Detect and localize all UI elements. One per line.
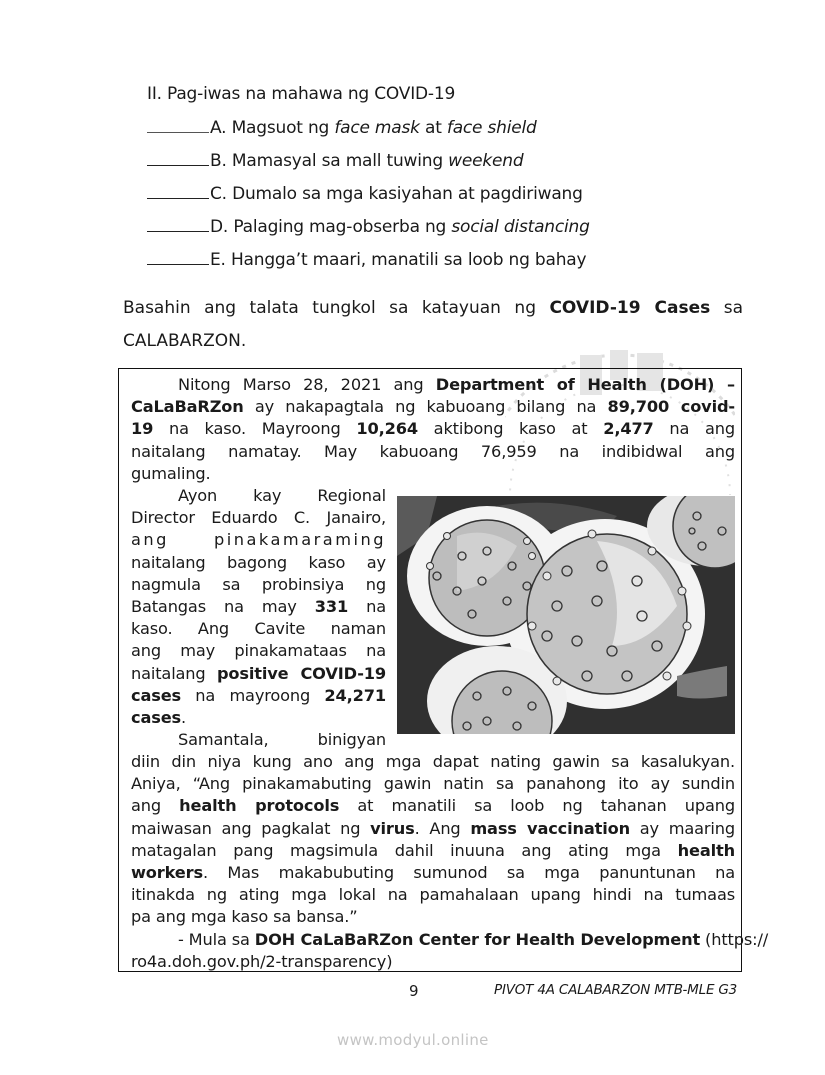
article-paragraph-2: Ayon kay Regional Director Eduardo C. Janairo, ang pinakamaraming naitalang bagong kaso ay nagmula sa probinsiya ng Batangas na may 331 na kaso. Ang Cavite naman ang may pinakamataas na naitalang positive COVID-19 cases na mayroong 24,271 cases. Samantala, binigyan bbox=[131, 486, 386, 750]
site-watermark: www.modyul.online bbox=[337, 1031, 489, 1049]
answer-blank[interactable] bbox=[147, 151, 209, 166]
section-title: II. Pag-iwas na mahawa ng COVID-19 bbox=[147, 84, 456, 104]
question-item-a: A. Magsuot ng face mask at face shield bbox=[147, 118, 537, 138]
article-paragraph-3: diin din niya kung ano ang mga dapat nating gawin sa kasalukyan. Aniya, “Ang pinakamabuting gawin natin sa panahong ito ay sundin ang health protocols at manatili sa loob ng tahanan upang maiwasan ang pagkalat ng virus. Ang mass vaccination ay maaring matagalan pang magsimula dahil inuuna ang ating mga health workers. Mas makabubuting sumunod sa mga panuntunan na itinakda ng ating mga lokal na pamahalaan upang hindi na tumaas pa ang mga kaso sa bansa.” bbox=[131, 752, 735, 927]
source-link[interactable]: (https:// bbox=[700, 930, 769, 949]
answer-blank[interactable] bbox=[147, 250, 209, 265]
page-number: 9 bbox=[409, 982, 419, 1000]
article-source: - Mula sa DOH CaLaBaRZon Center for Health Development (https:// ro4a.doh.gov.ph/2-transparency) bbox=[131, 929, 735, 973]
question-item-b: B. Mamasyal sa mall tuwing weekend bbox=[147, 151, 523, 171]
reading-instruction: Basahin ang talata tungkol sa katayuan ng COVID-19 Cases sa CALABARZON. bbox=[123, 298, 743, 351]
virus-illustration-icon bbox=[397, 496, 735, 734]
question-item-e: E. Hangga’t maari, manatili sa loob ng bahay bbox=[147, 250, 586, 270]
answer-blank[interactable] bbox=[147, 217, 209, 232]
coronavirus-image bbox=[397, 496, 735, 734]
footer-title: PIVOT 4A CALABARZON MTB-MLE G3 bbox=[494, 982, 738, 998]
source-link-continued[interactable]: ro4a.doh.gov.ph/2-transparency) bbox=[131, 952, 393, 972]
article-paragraph-1: Nitong Marso 28, 2021 ang Department of Health (DOH) – CaLaBaRZon ay nakapagtala ng kabuoang bilang na 89,700 covid- 19 na kaso. Mayroong 10,264 aktibong kaso at 2,477 na ang naitalang namatay. May kabuoang 76,959 na indibidwal ang gumaling. bbox=[131, 375, 735, 483]
question-item-d: D. Palaging mag-obserba ng social distancing bbox=[147, 217, 590, 237]
question-item-c: C. Dumalo sa mga kasiyahan at pagdiriwang bbox=[147, 184, 583, 204]
answer-blank[interactable] bbox=[147, 118, 209, 133]
answer-blank[interactable] bbox=[147, 184, 209, 199]
